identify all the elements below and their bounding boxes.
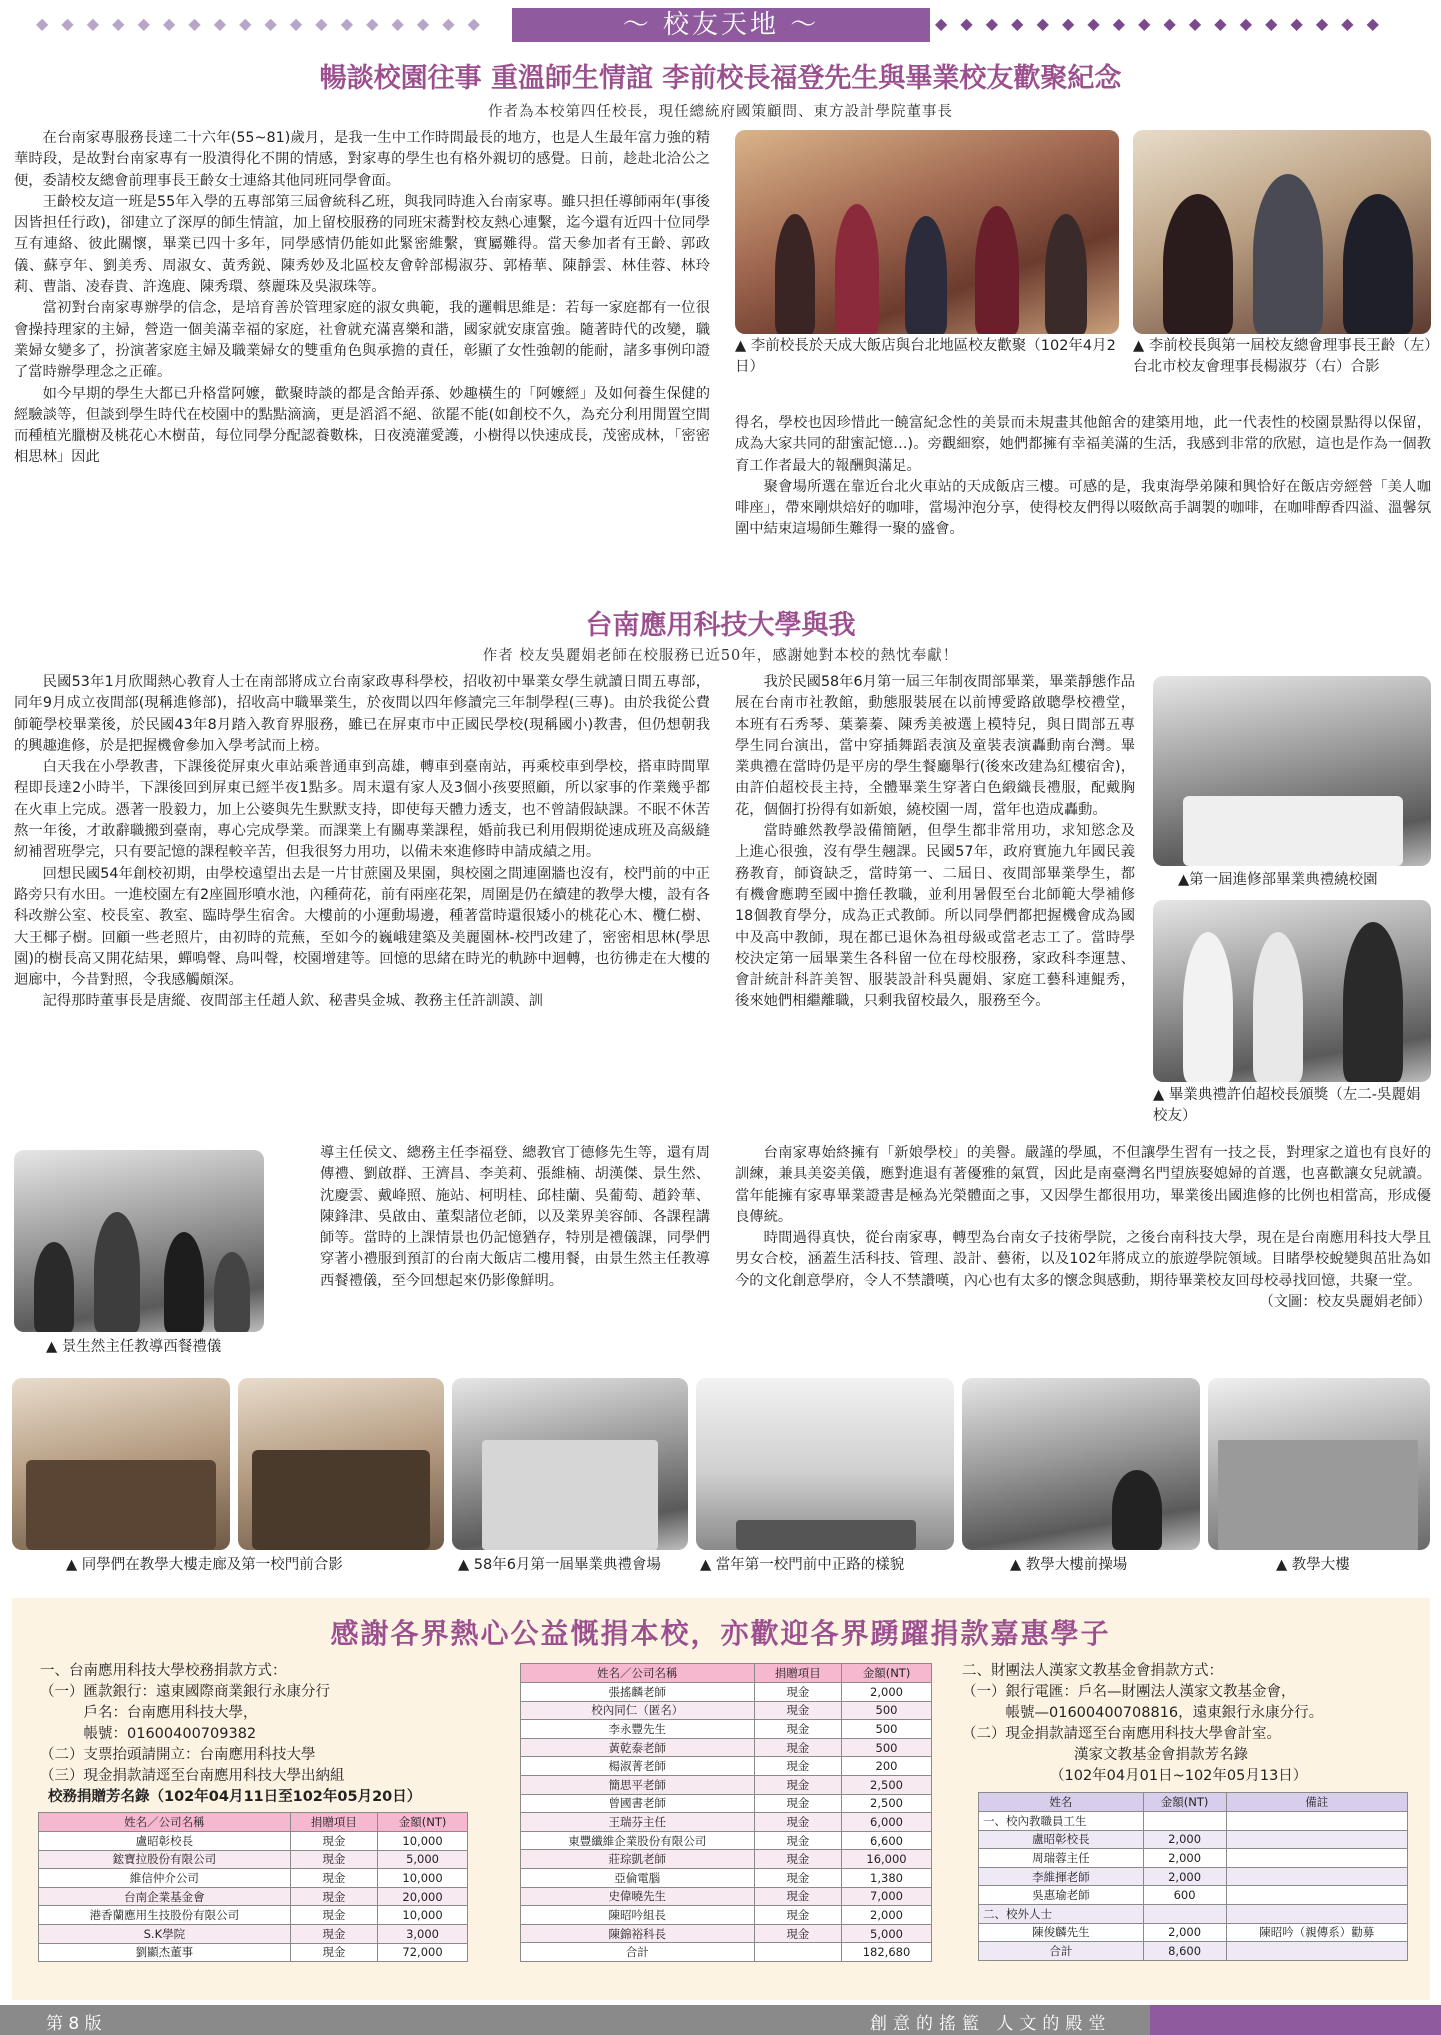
- paragraph: 民國53年1月欣聞熱心教育人士在南部將成立台南家政專科學校，招收初中畢業女學生就讀日間五專部，同年9月成立夜間部(現稱進修部)，招收高中職畢業生，於夜間以四年修讀完三年制學程(三專)。由於我從公費師範學校畢業後，於民國43年8月踏入教育界服務，雖已在屏東市中正國民學校(現稱國小)教書，但仍想朝我的興趣進修，於是把握機會參加入學考試而上榜。: [14, 674, 710, 754]
- article2-left-column: [14, 672, 710, 1013]
- table-row: 楊淑菁老師 現金 200: [521, 1757, 932, 1776]
- table-row: 史偉曉先生 現金 7,000: [521, 1887, 932, 1906]
- table-row: 李永豐先生 現金 500: [521, 1720, 932, 1739]
- paragraph: 得名，學校也因珍惜此一饒富紀念性的美景而未規畫其他館舍的建築用地，此一代表性的校園景點得以保留，成為大家共同的甜蜜記憶…)。旁觀細察，她們都擁有幸福美滿的生活，我感到非常的欣慰，這也是作為一個教育工作者最大的報酬與滿足。: [735, 415, 1431, 474]
- table-row: 校內同仁（匿名） 現金 500: [521, 1701, 932, 1720]
- table-row: 周瑞蓉主任 2,000: [979, 1849, 1408, 1868]
- table-row: 港香蘭應用生技股份有限公司 現金 10,000: [39, 1906, 468, 1925]
- table-header: 姓名／公司名稱: [39, 1813, 291, 1832]
- table-header: 金額(NT): [842, 1664, 932, 1683]
- donation-right-line: 二、財團法人漢家文教基金會捐款方式：: [962, 1663, 1223, 1679]
- caption-strip-4: ▲ 教學大樓前操場: [1010, 1557, 1128, 1573]
- photo-graduation-parade: [1153, 676, 1431, 866]
- donation-right-list-dates: （102年04月01日~102年05月13日）: [1050, 1768, 1308, 1784]
- page-footer: [0, 2005, 1441, 2035]
- article2-bottom-column: [735, 1143, 1431, 1313]
- table-row: 王瑞芬主任 現金 6,000: [521, 1813, 932, 1832]
- donation-list-title: 校務捐贈芳名錄（102年04月11日至102年05月20日）: [48, 1789, 422, 1805]
- table-row: 二、校外人士: [979, 1904, 1408, 1923]
- donation-table-foundation: [978, 1792, 1408, 1961]
- donation-left-line: （一）匯款銀行：遠東國際商業銀行永康分行: [40, 1684, 330, 1700]
- table-row: 劉顯杰董事 現金 72,000: [39, 1943, 468, 1962]
- table-row: 曾國書老師 現金 2,500: [521, 1794, 932, 1813]
- photo-principal-with-alumni: [1133, 130, 1431, 334]
- paragraph: 如今早期的學生大都已升格當阿嬤，歡聚時談的都是含飴弄孫、妙趣橫生的「阿嬤經」及如何養生保健的經驗談等，但談到學生時代在校園中的點點滴滴，更是滔滔不絕、欲罷不能(如創校不久，為充分利用閒置空間而種植光臘樹及桃花心木樹苗，每位同學分配認養數株，日夜澆灌愛護，小樹得以快速成長，茂密成林，「密密相思林」因此: [14, 385, 710, 466]
- photo-diploma-ceremony: [1153, 900, 1431, 1082]
- donation-right-list-title: 漢家文教基金會捐款芳名錄: [1074, 1747, 1248, 1763]
- paragraph: 當初對台南家專辦學的信念，是培育善於管理家庭的淑女典範，我的邏輯思維是：若每一家庭都有一位很會操持理家的主婦，營造一個美滿幸福的家庭，社會就充滿喜樂和諧，國家就安康富強。隨著時代的改變，職業婦女變多了，扮演著家庭主婦及職業婦女的雙重角色與承擔的責任，彰顯了女性強韌的能耐，諸多事例印證了當時辦學理念之正確。: [14, 300, 710, 381]
- caption-graduation-parade: ▲第一屆進修部畢業典禮繞校園: [1178, 872, 1378, 888]
- caption-strip-1: ▲ 同學們在教學大樓走廊及第一校門前合影: [66, 1557, 343, 1573]
- donation-right-line: （一）銀行電匯：戶名—財團法人漢家文教基金會，: [962, 1684, 1296, 1700]
- donation-left-line: 一、台南應用科技大學校務捐款方式：: [40, 1663, 287, 1679]
- right-pattern: ◆ ◆ ◆ ◆ ◆ ◆ ◆ ◆ ◆ ◆ ◆ ◆ ◆ ◆ ◆ ◆ ◆ ◆: [935, 14, 1383, 32]
- caption-principal: ▲ 李前校長與第一屆校友總會理事長王齡（左）台北市校友會理事長楊淑芬（右）合影: [1133, 338, 1432, 375]
- donation-table-school: [38, 1812, 468, 1962]
- paragraph: 記得那時董事長是唐縱、夜間部主任趙人欽、秘書吳金城、教務主任許訓謨、訓: [42, 993, 543, 1010]
- article1-byline: 作者為本校第四任校長，現任總統府國策顧問、東方設計學院董事長: [488, 104, 953, 120]
- paragraph: 王齡校友這一班是55年入學的五專部第三屆會統科乙班，與我同時進入台南家專。雖只担任導師兩年(事後因皆担任行政)，卻建立了深厚的師生情誼，加上留校服務的同班宋蕎對校友熱心連繫，迄今還有近四十位同學互有連絡、彼此關懷，畢業已四十多年，同學感情仍能如此緊密維繫，實屬難得。當天參加者有王齡、郭政儀、蘇亨年、劉美秀、周淑女、黃秀鋭、陳秀妙及北區校友會幹部楊淑芬、郭椿華、陳靜雲、林佳蓉、林玲莉、曹詣、凌春貴、許逸鹿、陳秀環、蔡麗珠及吳淑珠等。: [14, 193, 710, 296]
- donation-table-continued: [520, 1663, 932, 1962]
- table-total-row: 合計 182,680: [521, 1943, 932, 1962]
- table-total-row: 合計 8,600: [979, 1942, 1408, 1961]
- left-pattern: ◆ ◆ ◆ ◆ ◆ ◆ ◆ ◆ ◆ ◆ ◆ ◆ ◆ ◆ ◆ ◆ ◆ ◆: [36, 14, 484, 32]
- paragraph: 白天我在小學教書，下課後從屏東火車站乘普通車到高雄，轉車到臺南站，再乘校車到學校，搭車時間單程即長達2小時半，下課後回到屏東已經半夜1點多。周末還有家人及3個小孩要照顧，所以家事的作業幾乎都在火車上完成。憑著一股毅力，加上公婆與先生默默支持，即使每天體力透支，也不曾請假缺課。不眠不休苦熬一年後，才敢辭職搬到臺南，專心完成學業。而課業上有關專業課程，婚前我已利用假期從速成班及高級縫紉補習班學完，只有要記憶的課程較辛苦，但我很努力用功，以備未來進修時申請成績之用。: [14, 759, 710, 861]
- paragraph: 台南家專始終擁有「新娘學校」的美譽。嚴謹的學風，不但讓學生習有一技之長，對理家之道也有良好的訓練，兼具美姿美儀，應對進退有著優雅的氣質，因此是南臺灣名門望族娶媳婦的首選，也喜歡讓女兒就讀。當年能擁有家專畢業證書是極為光榮體面之事，又因學生都很用功，畢業後出國進修的比例也相當高，形成優良傳統。: [735, 1145, 1431, 1225]
- article1-left-column: [14, 128, 710, 469]
- donation-title: 感謝各界熱心公益慨捐本校，亦歡迎各界踴躍捐款嘉惠學子: [330, 1617, 1111, 1650]
- table-row: 台南企業基金會 現金 20,000: [39, 1887, 468, 1906]
- photo-ceremony-hall: [452, 1378, 688, 1550]
- signature: （文圖：校友吳麗娟老師）: [1259, 1294, 1431, 1311]
- photo-first-gate: [238, 1378, 444, 1550]
- footer-accent-tab: [1150, 2005, 1441, 2035]
- photo-etiquette-class: [14, 1150, 264, 1332]
- donation-right-line: 帳號—01600400708816，遠東銀行永康分行。: [962, 1705, 1324, 1721]
- table-row: 莊琮凱老師 現金 16,000: [521, 1850, 932, 1869]
- caption-etiquette: ▲ 景生然主任教導西餐禮儀: [46, 1339, 222, 1355]
- paragraph: 聚會場所選在靠近台北火車站的天成飯店三樓。可感的是，我東海學弟陳和興恰好在飯店旁經營「美人咖啡座」，帶來剛烘焙好的咖啡，當場沖泡分享，使得校友們得以啜飲高手調製的咖啡，在咖啡醇香四溢、溫馨氛圍中結束這場師生難得一聚的盛會。: [735, 478, 1431, 538]
- article2-wrap-column: [320, 1143, 710, 1292]
- article1-right-column: [735, 413, 1431, 541]
- donation-left-line: 帳號：01600400709382: [40, 1726, 257, 1742]
- photo-playground: [962, 1378, 1200, 1550]
- table-header: 備註: [1226, 1793, 1408, 1812]
- photo-reunion-banquet: [735, 130, 1119, 334]
- paragraph: 當時雖然教學設備簡陋，但學生都非常用功，求知慾念及上進心很強，沒有學生翹課。民國57年，政府實施九年國民義務教育，師資缺乏，當時第一、二屆日、夜間部畢業學生，都有機會應聘至國中擔任教職，並利用暑假至台北師範大學補修18個教育學分，成為正式教師。所以同學們都把握機會成為國中及高中教師，現在都已退休為祖母級或當老志工了。當時學校決定第一屆畢業生各科留一位在母校服務，家政科李運慧、會計統計科許美智、服裝設計科吳麗娟、家庭工藝科連鯤秀，後來她們相繼離職，只剩我留校最久，服務至今。: [735, 823, 1135, 1010]
- caption-strip-5: ▲ 教學大樓: [1276, 1557, 1350, 1573]
- table-header: 捐贈項目: [290, 1813, 377, 1832]
- donation-left-line: （三）現金捐款請逕至台南應用科技大學出納組: [40, 1768, 345, 1784]
- table-row: 一、校內教職員工生: [979, 1812, 1408, 1831]
- article1-title: 暢談校園往事 重溫師生情誼 李前校長福登先生與畢業校友歡聚紀念: [319, 63, 1122, 94]
- photo-corridor: [12, 1378, 230, 1550]
- donation-right-line: （二）現金捐款請逕至台南應用科技大學會計室。: [962, 1726, 1281, 1742]
- section-header: [0, 0, 1441, 46]
- table-row: 維信仲介公司 現金 10,000: [39, 1869, 468, 1888]
- article2-middle-column: [735, 672, 1135, 1013]
- table-row: 亞倫電腦 現金 1,380: [521, 1868, 932, 1887]
- table-row: 李維揮老師 2,000: [979, 1867, 1408, 1886]
- table-row: 盧昭彰校長 2,000: [979, 1830, 1408, 1849]
- table-row: 陳昭吟組長 現金 2,000: [521, 1906, 932, 1925]
- table-row: 鋐寶拉股份有限公司 現金 5,000: [39, 1850, 468, 1869]
- paragraph: 回想民國54年創校初期，由學校遠望出去是一片甘蔗園及果園，與校園之間連圍牆也沒有，校門前的中正路旁只有水田。一進校園左有2座圓形噴水池，內種荷花，前有兩座花架，周圍是仍在續建的教學大樓，設有各科改辦公室、校長室、教室、臨時學生宿舍。大樓前的小運動場邊，種著當時還很矮小的桃花心木、欖仁樹、大王椰子樹。回顧一些老照片，由初時的荒蕪，至如今的巍峨建築及美麗園林-校門改建了，密密相思林(學思園)的樹長高又開花結果，蟬鳴聲、鳥叫聲，校園增建等。回憶的思緒在時光的軌跡中迴轉，也彷彿走在大樓的迴廊中，今昔對照，令我感觸頗深。: [14, 865, 710, 989]
- article2-byline: 作者 校友吳麗娟老師在校服務已近50年，感謝她對本校的熱忱奉獻！: [482, 648, 959, 664]
- paragraph: 時間過得真快，從台南家專，轉型為台南女子技術學院，之後台南科技大學，現在是台南應用科技大學且男女合校，涵蓋生活科技、管理、設計、藝術，以及102年將成立的旅遊學院領域。目睹學校蛻變與茁壯為如今的文化創意學府，令人不禁讚嘆，內心也有太多的懷念與感動，期待畢業校友回母校尋找回憶，共聚一堂。: [735, 1230, 1431, 1289]
- paragraph: 我於民國58年6月第一屆三年制夜間部畢業，畢業靜態作品展在台南市社教館，動態服裝展在以前博愛路啟聰學校禮堂，本班有石秀琴、葉蓁蓁、陳秀美被選上模特兒，與日間部五專學生同台演出，當中穿插舞蹈表演及童裝表演轟動南台灣。畢業典禮在當時仍是平房的學生餐廳舉行(後來改建為紅樓宿舍)，由許伯超校長主持，全體畢業生穿著白色緞織長禮服，配戴胸花，個個打扮得有如新娘，繞校園一周，當年也造成轟動。: [735, 674, 1135, 818]
- table-row: 吳惠瑜老師 600: [979, 1886, 1408, 1905]
- table-header: 捐贈項目: [754, 1664, 841, 1683]
- paragraph: 導主任侯文、總務主任李福登、總教官丁德修先生等，還有周傳禮、劉啟群、王濟昌、李美莉、張維楠、胡漢傑、景生然、沈慶雲、戴峰照、施站、柯明桂、邱桂蘭、吳葡萄、趙鈴華、陳鋒津、吳啟由、董梨諸位老師，以及業界美容師、各課程講師等。當時的上課情景也仍記憶猶存，特別是禮儀課，同學們穿著小禮服到預訂的台南大飯店二樓用餐，由景生然主任教導西餐禮儀，至今回想起來仍影像鮮明。: [320, 1145, 710, 1289]
- table-row: 黃乾泰老師 現金 500: [521, 1738, 932, 1757]
- footer-motto: 創意的搖籃 人文的殿堂: [870, 2014, 1112, 2034]
- table-row: 陳錦裕科長 現金 5,000: [521, 1924, 932, 1943]
- donation-left-line: 戶名：台南應用科技大學，: [40, 1705, 258, 1721]
- table-header: 金額(NT): [378, 1813, 468, 1832]
- photo-teaching-building: [1208, 1378, 1430, 1550]
- table-row: 張搖麟老師 現金 2,000: [521, 1683, 932, 1702]
- photo-zhongzheng-road: [696, 1378, 954, 1550]
- page-number: 第 8 版: [46, 2014, 102, 2034]
- caption-strip-3: ▲ 當年第一校門前中正路的樣貌: [700, 1557, 905, 1573]
- table-row: 陳俊麟先生 2,000 陳昭吟（親傳系）勸募: [979, 1923, 1408, 1942]
- table-row: 盧昭彰校長 現金 10,000: [39, 1832, 468, 1851]
- table-row: 簡思平老師 現金 2,500: [521, 1775, 932, 1794]
- paragraph: 在台南家專服務長達二十六年(55~81)歲月，是我一生中工作時間最長的地方，也是人生最年富力強的精華時段，是故對台南家專有一股潰得化不開的情感，對家專的學生也有格外親切的感覺。日前，趁赴北洽公之便，委請校友總會前理事長王齡女士連絡其他同班同學會面。: [14, 130, 710, 189]
- caption-reunion: ▲ 李前校長於天成大飯店與台北地區校友歡聚（102年4月2日）: [735, 338, 1116, 375]
- caption-diploma: ▲ 畢業典禮許伯超校長頒獎（左二-吳麗娟校友）: [1153, 1087, 1421, 1124]
- table-row: S.K學院 現金 3,000: [39, 1924, 468, 1943]
- table-header: 金額(NT): [1143, 1793, 1226, 1812]
- table-header: 姓名: [979, 1793, 1144, 1812]
- section-title: ～ 校友天地 ～: [512, 8, 930, 42]
- table-header: 姓名／公司名稱: [521, 1664, 755, 1683]
- table-row: 東豐纖維企業股份有限公司 現金 6,600: [521, 1831, 932, 1850]
- article2-title: 台南應用科技大學與我: [585, 610, 856, 641]
- caption-strip-2: ▲ 58年6月第一屆畢業典禮會場: [458, 1557, 661, 1573]
- donation-left-line: （二）支票抬頭請開立：台南應用科技大學: [40, 1747, 316, 1763]
